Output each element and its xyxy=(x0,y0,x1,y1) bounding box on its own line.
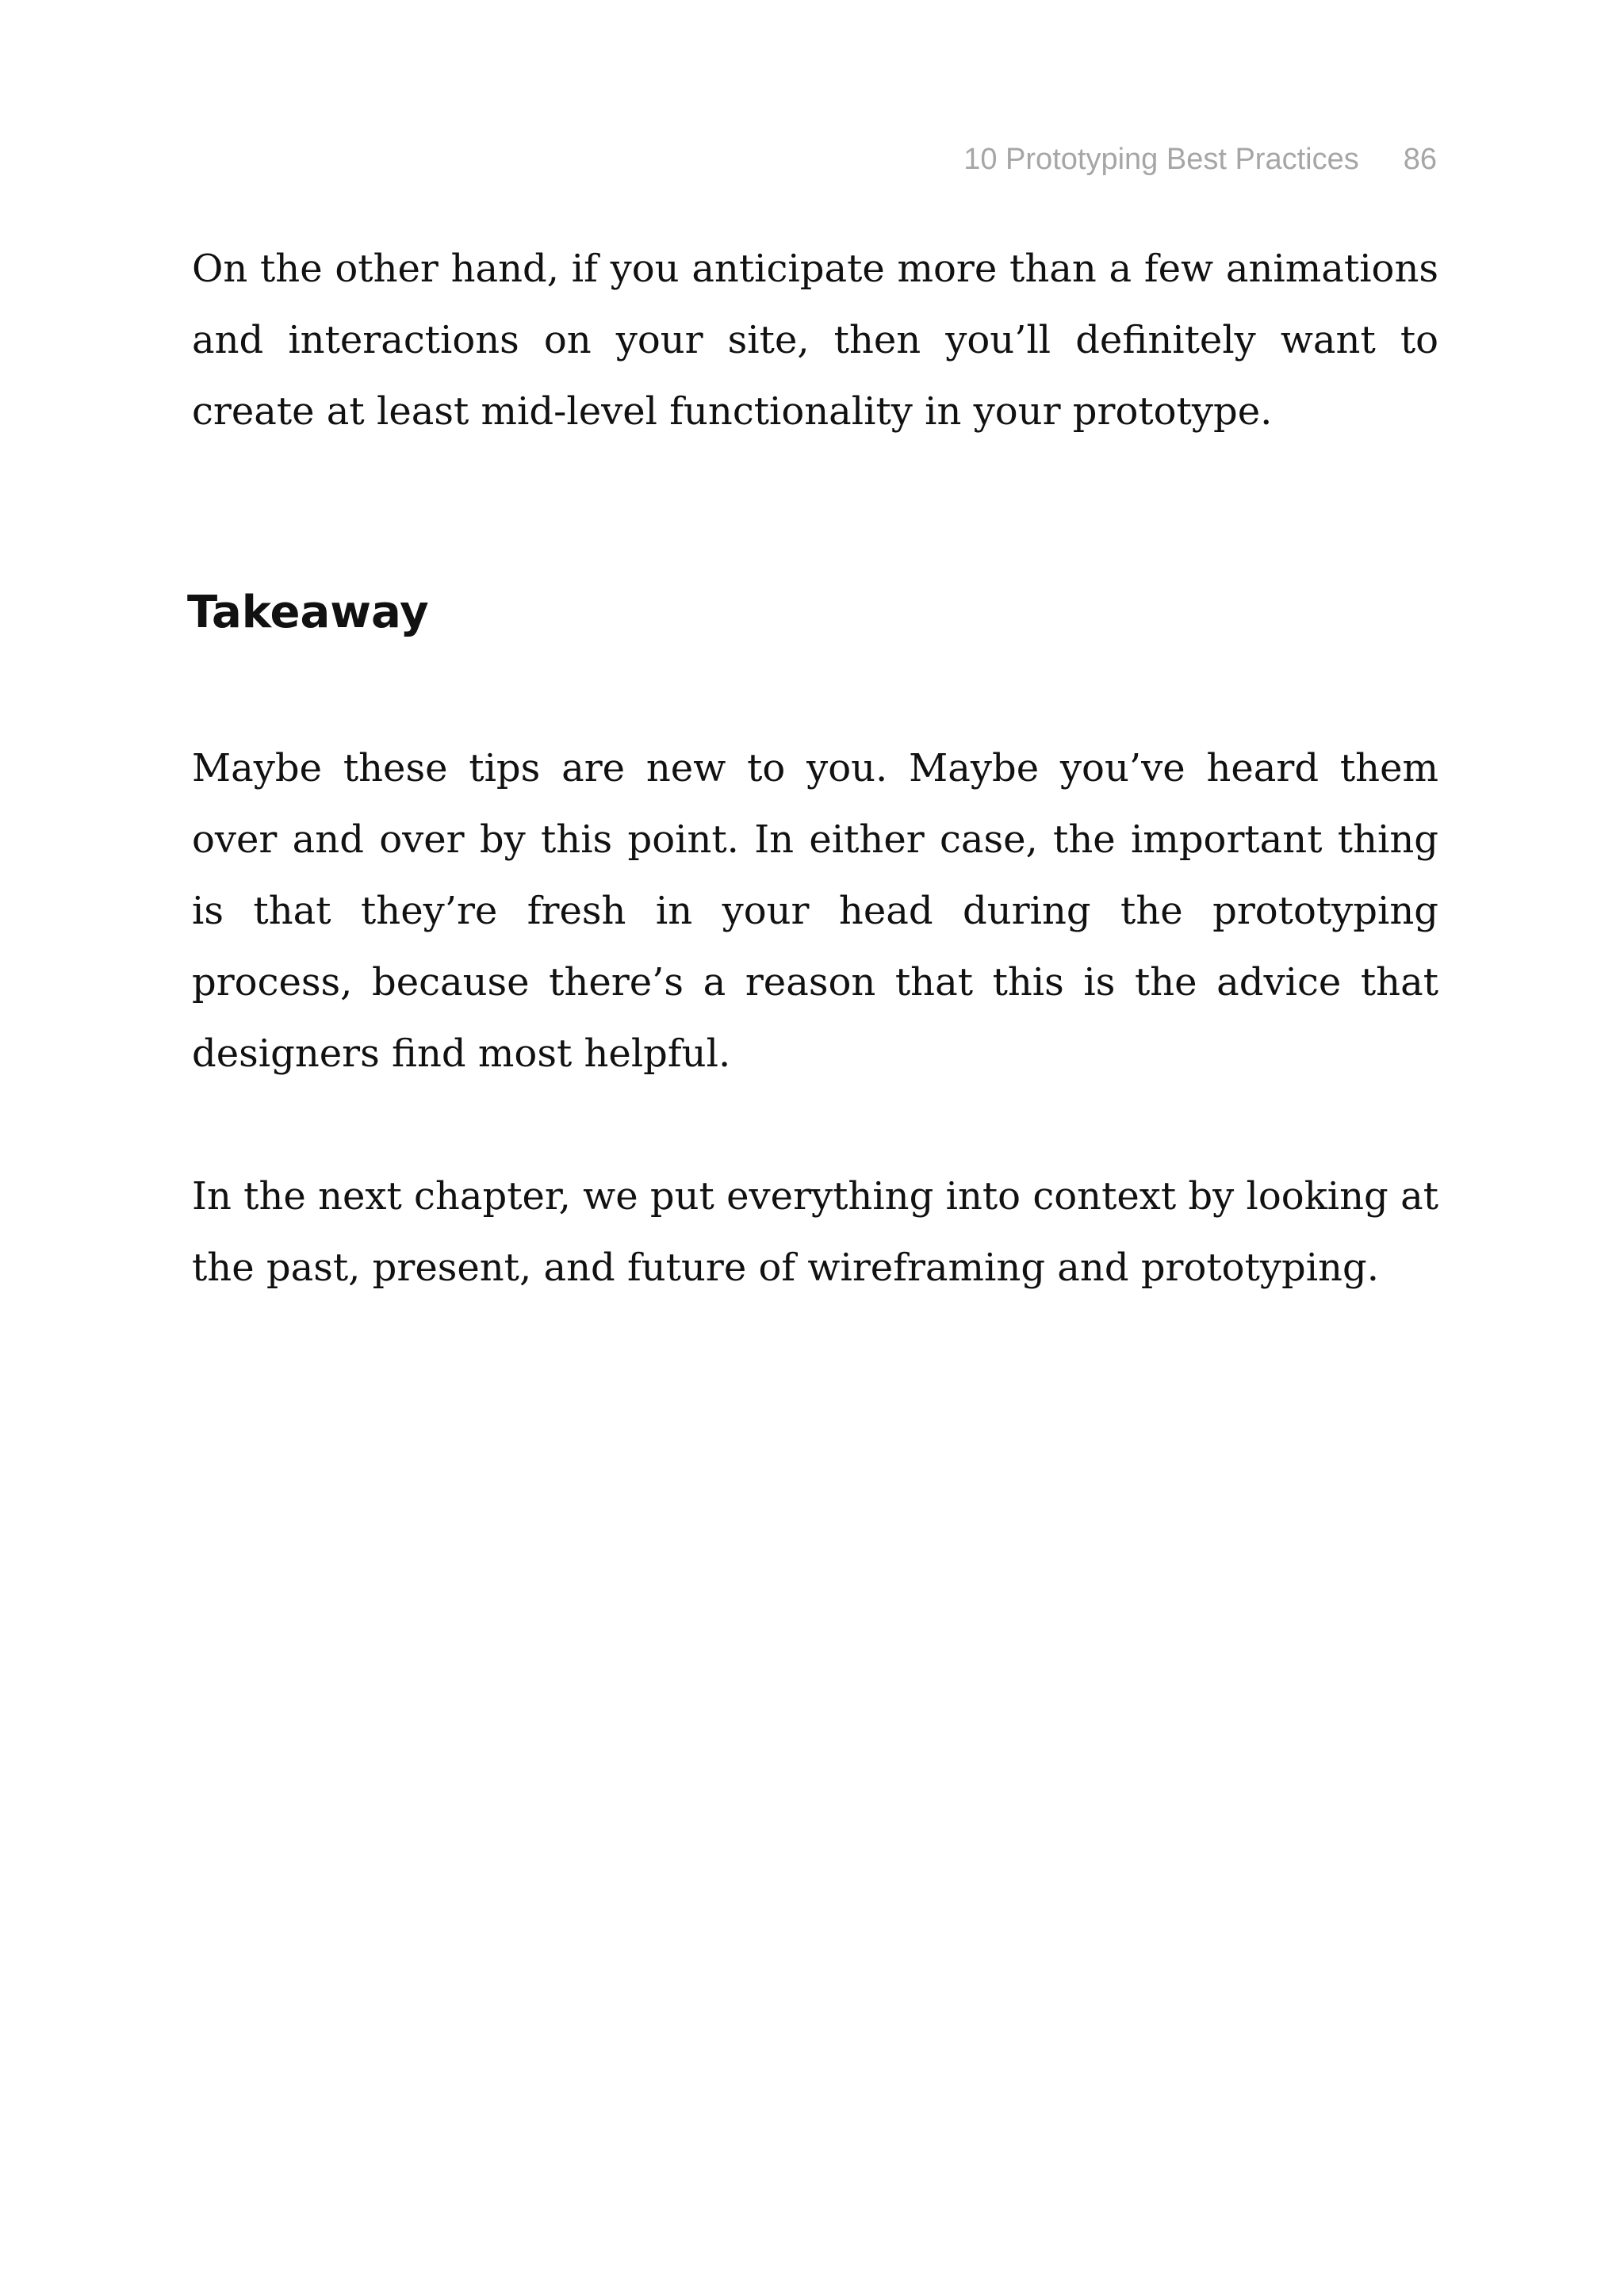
running-header xyxy=(963,143,1437,177)
body-paragraph-3: In the next chapter, we put everything into context by looking at the past, present, and future of wireframing and prototyping. xyxy=(192,1174,1438,1290)
section-heading: Takeaway xyxy=(187,587,429,638)
body-paragraph-2: Maybe these tips are new to you. Maybe you’ve heard them over and over by this point. In either case, the important thing is that they’re fresh in your head during the prototyping process, because there’s a reason that this is the advice that designers find most helpful. xyxy=(192,746,1438,1076)
chapter-title: 10 Prototyping Best Practices xyxy=(963,143,1359,176)
body-paragraph-1: On the other hand, if you anticipate more than a few animations and interactions on your site, then you’ll definitely want to create at least mid-level functionality in your prototype. xyxy=(192,247,1438,434)
page-number: 86 xyxy=(1403,143,1437,176)
